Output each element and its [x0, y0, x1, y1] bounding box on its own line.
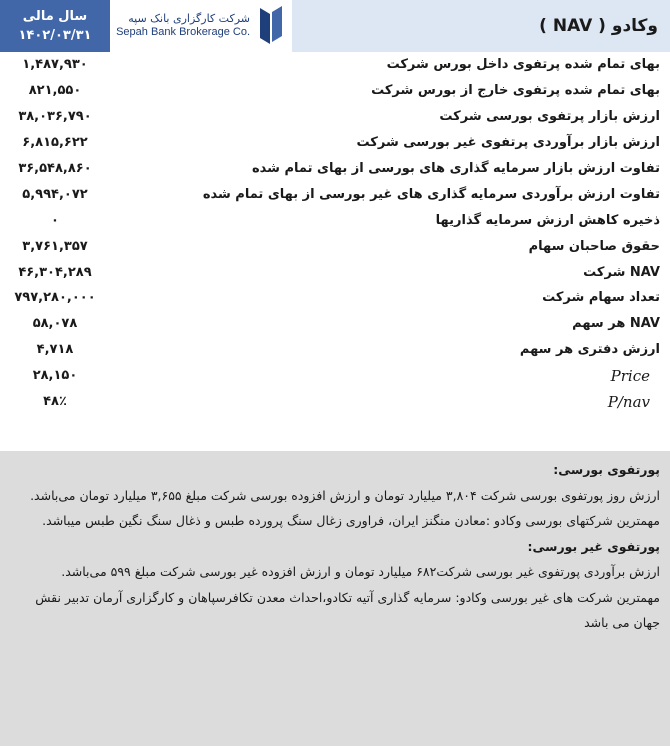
broker-logo	[110, 0, 292, 52]
row-label: ذخیره کاهش ارزش سرمایه گذاریها	[435, 212, 660, 228]
table-row	[0, 363, 670, 389]
row-label: ارزش بازار پرتفوی بورسی شرکت	[439, 109, 660, 125]
broker-logo-en: Sepah Bank Brokerage Co.	[116, 26, 250, 38]
portfolio-notes	[0, 451, 670, 746]
row-value: ۵۸,۰۷۸	[32, 316, 78, 332]
report-header	[0, 0, 670, 52]
table-row	[0, 233, 670, 259]
row-value: ۳۸,۰۳۶,۷۹۰	[18, 109, 92, 125]
row-label: تعداد سهام شرکت	[542, 290, 660, 306]
fiscal-year-label: سال مالی	[22, 9, 88, 24]
sepah-logo-icon	[256, 4, 286, 48]
nonbourse-text: ارزش برآوردی پورتفوی غیر بورسی شرکت۶۸۲ میلیارد تومان و ارزش افزوده غیر بورسی شرکت مبلغ ۵۹۹ می‌باشد.	[61, 564, 660, 579]
row-label: تفاوت ارزش بازار سرمایه گذاری های بورسی از بهای تمام شده	[252, 161, 660, 176]
table-row	[0, 259, 670, 285]
row-value: ۳,۷۶۱,۳۵۷	[22, 238, 88, 254]
row-label: حقوق صاحبان سهام	[528, 238, 660, 254]
bourse-companies: مهمترین شرکتهای بورسی وکادو :معادن منگنز ایران، فراوری زغال سنگ پرورده طبس و ذغال سنگ نگین طبس میباشد.	[42, 513, 660, 528]
table-row	[0, 130, 670, 156]
nonbourse-heading: پورتفوی غیر بورسی:	[527, 538, 660, 554]
page-title: وکادو ( NAV )	[539, 16, 658, 36]
title-bar	[292, 0, 670, 52]
table-row	[0, 207, 670, 233]
row-value: ۸۲۱,۵۵۰	[28, 83, 82, 99]
row-label: ارزش دفتری هر سهم	[519, 342, 660, 358]
row-value: ۱,۴۸۷,۹۳۰	[22, 57, 88, 73]
table-row	[0, 181, 670, 207]
table-row	[0, 389, 670, 415]
row-value: ۰	[51, 212, 59, 228]
fiscal-year-date: ۱۴۰۲/۰۳/۳۱	[18, 28, 92, 43]
table-row	[0, 78, 670, 104]
table-row	[0, 337, 670, 363]
nav-table	[0, 52, 670, 414]
table-row	[0, 104, 670, 130]
row-value: ۴,۷۱۸	[36, 342, 74, 358]
row-value: ۳۶,۵۴۸,۸۶۰	[18, 161, 92, 176]
row-value: ۷۹۷,۲۸۰,۰۰۰	[14, 290, 96, 306]
row-value: ۶,۸۱۵,۶۲۲	[22, 135, 88, 151]
table-row	[0, 52, 670, 78]
nonbourse-companies: مهمترین شرکت های غیر بورسی وکادو: سرمایه گذاری آتیه تکادو،احداث معدن تکافرسپاهان و کارگزاری آرمان تدبیر نقش جهان می باشد	[35, 589, 660, 630]
row-label: بهای تمام شده پرتفوی خارج از بورس شرکت	[371, 83, 660, 99]
bourse-text: ارزش روز پورتفوی بورسی شرکت ۳,۸۰۴ میلیارد تومان و ارزش افزوده بورسی شرکت مبلغ ۳,۶۵۵ میلیارد تومان می‌باشد.	[30, 487, 660, 503]
row-label: NAV شرکت	[583, 264, 660, 280]
table-row	[0, 285, 670, 311]
row-label: بهای تمام شده پرتفوی داخل بورس شرکت	[386, 57, 660, 73]
fiscal-year-box	[0, 0, 110, 52]
row-label: ارزش بازار برآوردی پرتفوی غیر بورسی شرکت	[356, 135, 660, 151]
table-row	[0, 311, 670, 337]
row-label: تفاوت ارزش برآوردی سرمایه گذاری های غیر بورسی از بهای تمام شده	[202, 186, 660, 202]
row-value: ۲۸,۱۵۰	[32, 368, 78, 384]
bourse-heading: پورتفوی بورسی:	[553, 462, 660, 477]
row-value: ۴۸٪	[43, 394, 67, 410]
row-label: P/nav	[607, 392, 650, 411]
row-value: ۵,۹۹۴,۰۷۲	[22, 186, 88, 202]
table-row	[0, 156, 670, 182]
broker-logo-fa: شرکت کارگزاری بانک سپه	[128, 12, 250, 26]
row-label: NAV هر سهم	[572, 316, 660, 332]
row-value: ۴۶,۳۰۴,۲۸۹	[18, 264, 92, 280]
row-label: Price	[610, 366, 650, 385]
